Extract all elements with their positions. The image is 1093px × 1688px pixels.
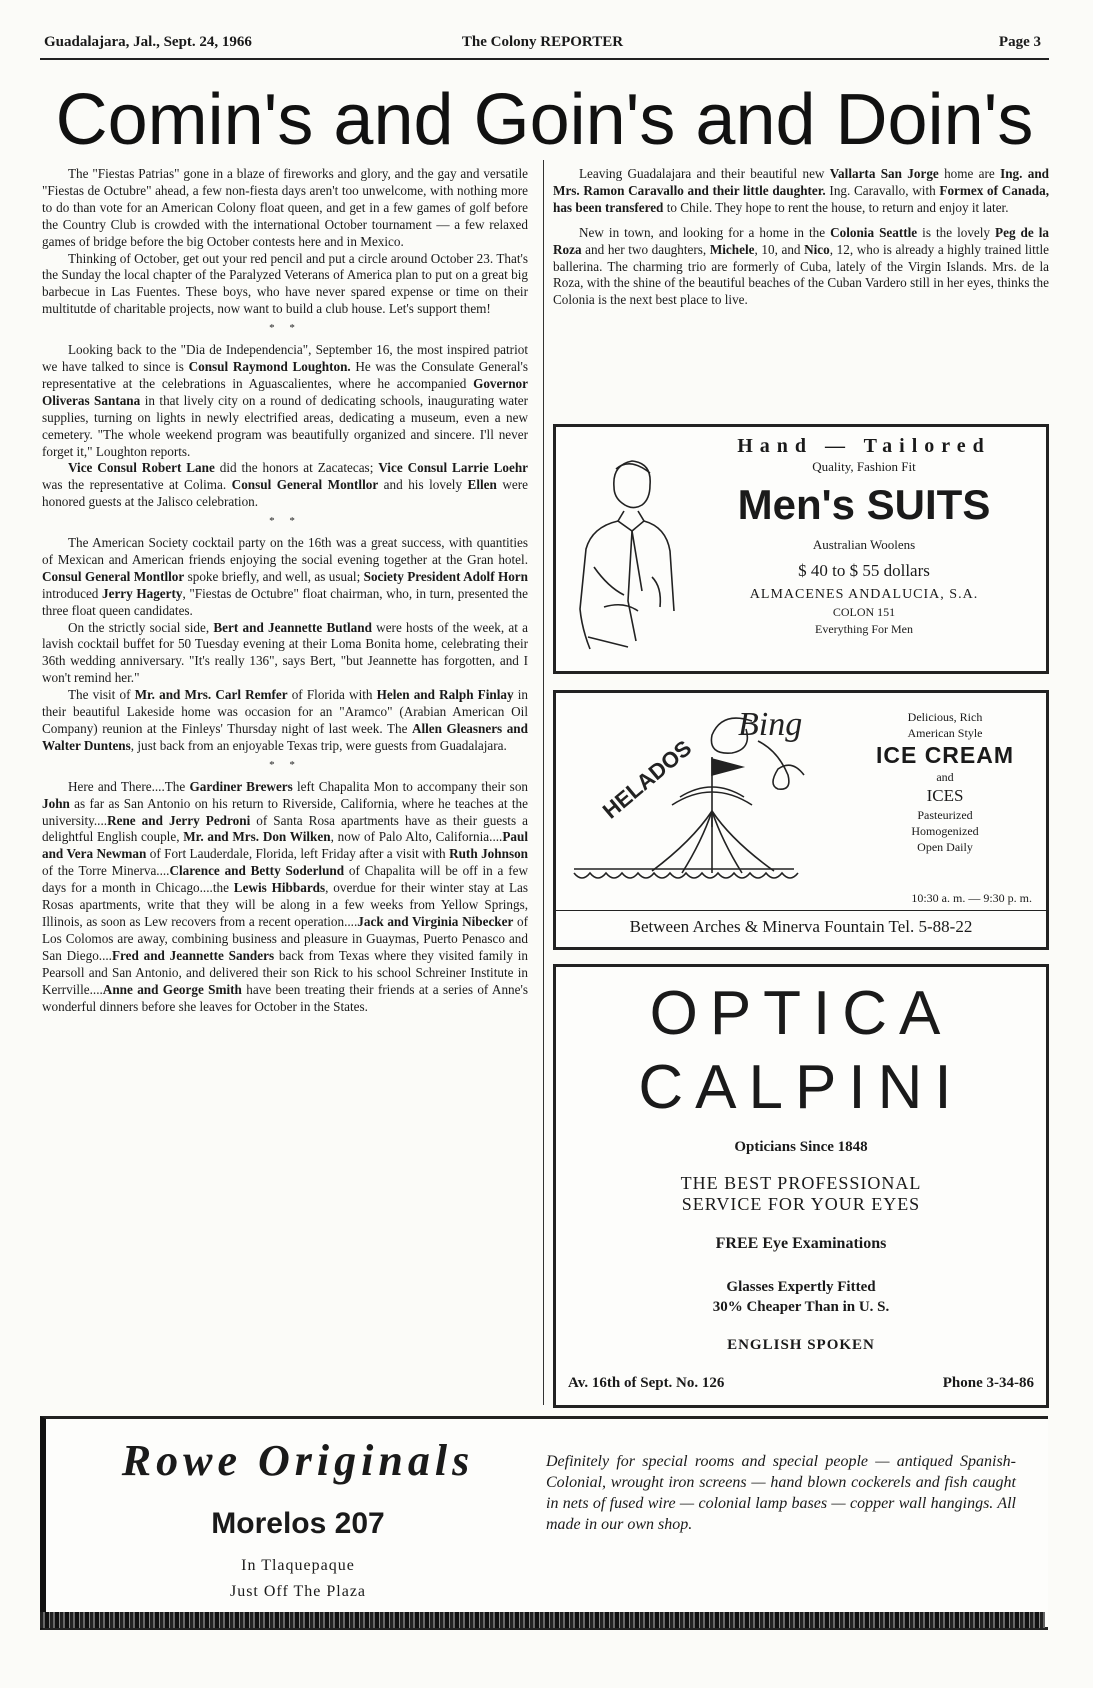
mens-suits-title: Men's SUITS [737,481,991,528]
section-separator: * * [269,322,301,335]
masthead-page-number: Page 3 [998,34,1041,50]
column-divider [543,160,544,1405]
paragraph-remfer: The visit of Mr. and Mrs. Carl Remfer of Florida with Helen and Ralph Finlay in their beautiful Lakeside home was occasion for an "Aramco" (Arabian American Oil Company) reunion at the Finleys' Thursday night of last week. The Allen Gleasners and Walter Duntens, just back from an enjoyable Texas trip, were guests from Guadalajara. [42,687,528,753]
ad-ice-cream [553,690,1049,950]
paragraph-october: Thinking of October, get out your red pencil and put a circle around October 23. That's the Sunday the local chapter of the Paralyzed Veterans of America plan to put on a great big barbecue in Las Fuentes. These boys, who have never spared expense or time on their multitutde of charitable projects, now want to build a club house. Let's support them! [42,250,528,317]
and-line: and [936,770,954,784]
ice-cream-ad-text [856,709,1034,855]
open-daily-line: Open Daily [917,840,973,854]
calpini-title: CALPINI [638,1053,964,1122]
hand-tailored-line: Hand — Tailored [737,435,991,457]
pasteurized-line: Pasteurized [917,808,973,822]
section-separator: * * [269,515,301,528]
rowe-originals-title: Rowe Originals [121,1436,475,1485]
woolens-line: Australian Woolens [812,537,916,552]
best-service-line: THE BEST PROFESSIONAL SERVICE FOR YOUR EYES [680,1173,922,1214]
quality-line: Quality, Fashion Fit [812,459,916,474]
american-style-line: American Style [907,726,983,740]
everything-for-men: Everything For Men [815,622,913,636]
ad-rowe-originals [40,1416,1048,1630]
left-column-article [42,166,528,1401]
optica-phone: Phone 3-34-86 [942,1375,1034,1391]
paragraph-vice-consuls: Vice Consul Robert Lane did the honors at Zacatecas; Vice Consul Larrie Loehr was the representative at Colima. Consul General Montllor and his lovely Ellen were honored guests at the Jalisco celebration. [42,460,528,510]
company-address: COLON 151 [832,605,896,619]
paragraph-butland: On the strictly social side, Bert and Jeannette Butland were hosts of the week, at a lavish cocktail buffet for 50 Tuesday evening at their Loma Bonita home, celebrating their 36th wedding anniversary. "It's really 136", says Bert, "but Jeannette has forgotten, and I won't remind her." [42,619,528,686]
paragraph-independencia: Looking back to the "Dia de Independencia", September 16, the most inspired patriot we have talked to since is Consul Raymond Loughton. He was the Consulate General's representative at the celebrations in Aguascalientes, where he accompanied Governor Oliveras Santana in that lively city on a round of dedicating schools, inaugurating water supplies, turning on lights in newly electrified areas, dedicating a museum, even a new cemetery. "The whole weekend program was beautifully organized and sincere. I'll never forget it," Loughton reports. [42,342,528,459]
paragraph-de-la-roza: New in town, and looking for a home in the Colonia Seattle is the lovely Peg de la Roza and her two daughters, Michele, 10, and Nico, 12, who is already a highly trained little ballerina. The charming trio are formerly of Cuba, lately of the Virgin Islands. Mrs. de la Roza, with the shine of the beautiful beaches of the Cuban Vardero still in her eyes, thinks the Colonia is the next best place to live. [553,224,1049,308]
paragraph-here-and-there: Here and There....The Gardiner Brewers left Chapalita Mon to accompany their son John as far as San Antonio on his return to Riverside, California, where he teaches at the university....Rene and Jerry Pedroni of Santa Rosa apartments have as their guests a delightful English couple, Mr. and Mrs. Don Wilken, now of Palo Alto, California....Paul and Vera Newman of Fort Lauderdale, Florida, left Friday after a visit with Ruth Johnson of the Torre Minerva....Clarence and Betty Soderlund of Chapalita will be off in a few days for a month in Chicago....the Lewis Hibbards, overdue for their winter stay at Las Rosas apartments, write that they will be along in a few weeks from Yellow Springs, Illinois, as soon as Lew recovers from a recent operation....Jack and Virginia Nibecker of Los Colomos are away, combining business and pleasure in Guaymas, Puerto Penasco and San Diego....Fred and Jeannette Sanders back from Texas where they visited family in Pearsoll and San Antonio, and delivered their son Rick to his school Schreiner Institute in Kerrville....Anne and George Smith have been treating their friends at a series of Anne's wonderful dinners before she leaves for October in the States. [42,778,528,1014]
ad-mens-suits [553,424,1049,674]
optica-address: Av. 16th of Sept. No. 126 [568,1375,725,1391]
masthead [44,34,1041,56]
rowe-town: In Tlaquepaque [241,1557,355,1574]
rowe-address: Morelos 207 [211,1507,385,1540]
right-column-article [553,166,1049,404]
masthead-rule [40,58,1049,60]
paragraph-fiestas: The "Fiestas Patrias" gone in a blaze of fireworks and glory, and the gay and versatile "Fiestas de Octubre" ahead, a few non-fiesta days aren't too unwelcome, with nothing more to do than vote for an American Colony float queen, and get in a few games of golf before the Country Club is crowded with the international October tournament — a few relaxed games of bridge before the big October contests here and in Mexico. [42,166,528,249]
page-headline: Comin's and Goin's and Doin's [55,80,1034,160]
opticians-since: Opticians Since 1848 [734,1139,868,1155]
glasses-fitted-line: Glasses Expertly Fitted 30% Cheaper Than in U. S. [712,1279,890,1315]
rowe-plaza: Just Off The Plaza [229,1583,367,1600]
bing-brand-label: Bing [738,706,803,743]
company-name: ALMACENES ANDALUCIA, S.A. [749,587,979,602]
ice-cream-address: Between Arches & Minerva Fountain Tel. 5-88-22 [629,917,973,936]
homogenized-line: Homogenized [911,824,979,838]
masthead-date: Guadalajara, Jal., Sept. 24, 1966 [44,34,252,50]
man-in-suit-illustration [574,447,684,657]
bottom-decorative-band [40,1612,1045,1628]
english-spoken: ENGLISH SPOKEN [727,1337,875,1353]
masthead-paper-name: The Colony REPORTER [461,34,624,50]
ice-cream-logo-illustration [562,701,862,893]
address-rule [556,910,1046,911]
suits-ad-text [696,435,1032,637]
free-exam-line: FREE Eye Examinations [715,1235,887,1252]
price-line: $ 40 to $ 55 dollars [798,561,930,580]
optica-title: OPTICA [649,979,953,1048]
paragraph-caravallo: Leaving Guadalajara and their beautiful new Vallarta San Jorge home are Ing. and Mrs. Ramon Caravallo and their little daughter. Ing. Caravallo, with Formex of Canada, has been transfered to Chile. They hope to rent the house, to return and enjoy it later. [553,166,1049,215]
delicious-line: Delicious, Rich [907,710,983,724]
rowe-description: Definitely for special rooms and special people — antiqued Spanish-Colonial, wrought iron screens — hand blown cockerels and fish caught in nets of fused wire — colonial lamp bases — copper wall hangings. All made in our own shop. [546,1453,1016,1533]
paragraph-cocktail-party: The American Society cocktail party on the 16th was a great success, with quantities of Mexican and American friends enjoying the social evening together at the Gran hotel. Consul General Montllor spoke briefly, and well, as usual; Society President Adolf Horn introduced Jerry Hagerty, "Fiestas de Octubre" float chairman, who, in turn, presented the three float queen candidates. [42,535,528,618]
helados-label: HELADOS [597,735,697,824]
section-separator: * * [269,758,301,771]
ad-optica-calpini [553,964,1049,1408]
opening-hours: 10:30 a. m. — 9:30 p. m. [911,891,1032,905]
ice-cream-title: ICE CREAM [875,742,1015,768]
ices-title: ICES [926,786,964,805]
